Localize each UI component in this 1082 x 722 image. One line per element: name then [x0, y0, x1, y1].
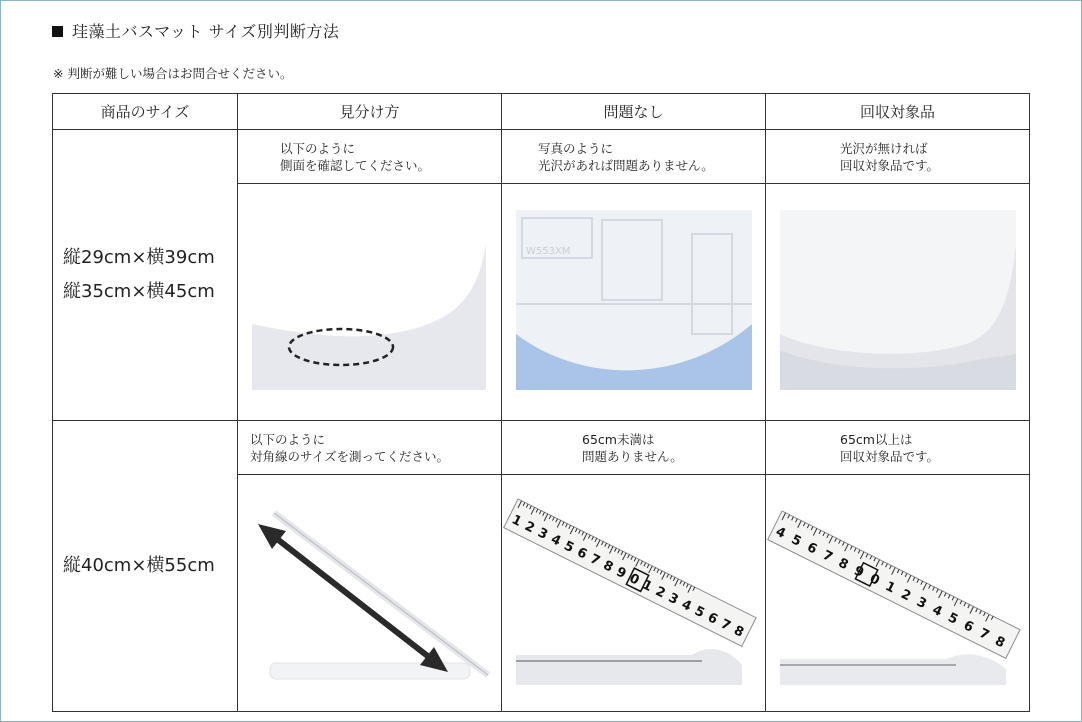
desc-line: 写真のように — [538, 140, 614, 156]
ruler-digit: 2 — [652, 584, 668, 602]
desc-line: 65cm以上は — [840, 431, 913, 447]
size-label: 縦40cm×横55cm — [63, 555, 215, 576]
header-how-to: 見分け方 — [238, 94, 502, 130]
ok-desc — [502, 421, 766, 475]
header-row — [53, 94, 1030, 130]
header-recall: 回収対象品 — [766, 94, 1030, 130]
header-ok: 問題なし — [502, 94, 766, 130]
ruler-digit: 8 — [731, 623, 746, 641]
how-to-desc — [238, 421, 502, 475]
title-text: 珪藻土バスマット サイズ別判断方法 — [72, 22, 340, 41]
desc-line: 65cm未満は — [582, 431, 655, 447]
ruler-digit: 6 — [574, 544, 590, 563]
square-bullet-icon — [52, 26, 63, 37]
ruler-digit: 0 — [626, 571, 642, 589]
ruler-digit: 5 — [788, 532, 804, 550]
size-label: 縦29cm×横39cm — [63, 247, 215, 268]
ruler-digit: 3 — [535, 525, 551, 543]
ruler-digit: 4 — [773, 524, 788, 542]
recall-desc — [766, 421, 1030, 475]
desc-line: 以下のように — [250, 431, 326, 447]
ruler-digit: 3 — [665, 590, 681, 609]
desc-line: 回収対象品です。 — [840, 448, 940, 464]
ruler-digit: 1 — [882, 579, 898, 597]
ruler-digit: 8 — [600, 558, 616, 576]
ruler-digit: 8 — [992, 633, 1008, 652]
ruler-digit: 7 — [820, 547, 835, 566]
diagonal-arrow — [272, 535, 434, 661]
ruler-digit: 3 — [914, 594, 929, 613]
how-to-desc — [238, 130, 502, 184]
ruler-digit: 7 — [718, 616, 733, 635]
ruler-digit: 9 — [851, 563, 867, 581]
ruler-digit: 4 — [929, 602, 945, 620]
page-title — [52, 19, 339, 42]
desc-line: 対角線のサイズを測ってください。 — [250, 448, 450, 464]
ruler-digit: 2 — [898, 586, 914, 605]
ruler-digit: 0 — [867, 571, 882, 589]
ruler-digit: 7 — [587, 551, 603, 569]
ok-ruler-photo — [502, 475, 766, 712]
recall-ruler-photo — [766, 475, 1030, 712]
desc-line: 以下のように — [280, 140, 356, 156]
ruler-digit: 4 — [678, 597, 694, 615]
size-label: 縦35cm×横45cm — [63, 281, 215, 302]
desc-line: 側面を確認してください。 — [280, 157, 431, 173]
recall-matte-photo — [766, 184, 1030, 421]
ruler-digit: 1 — [639, 577, 655, 596]
desc-line: 光沢が無ければ — [840, 140, 928, 156]
ruler-digit: 9 — [613, 564, 629, 582]
size-cell — [53, 130, 238, 421]
header-size: 商品のサイズ — [53, 94, 238, 130]
ruler-digit: 6 — [961, 618, 976, 636]
ruler-digit: 5 — [692, 603, 707, 622]
judgement-table — [52, 93, 1030, 712]
ok-glossy-photo — [502, 184, 766, 421]
note-text: ※ 判断が難しい場合はお問合せください。 — [53, 66, 293, 81]
ruler-digit: 5 — [561, 538, 577, 556]
diagonal-measure-photo — [238, 475, 502, 712]
ruler — [504, 499, 756, 646]
size-cell — [53, 421, 238, 712]
ok-desc — [502, 130, 766, 184]
ruler-digit: 7 — [976, 625, 992, 644]
ruler-digit: 8 — [835, 555, 851, 574]
desc-line: 光沢があれば問題ありません。 — [538, 157, 714, 173]
ruler-digit: 5 — [945, 610, 961, 628]
ruler-digit: 4 — [548, 531, 564, 550]
ruler-digit: 6 — [705, 610, 720, 628]
recall-desc — [766, 130, 1030, 184]
mat-side-photo — [238, 184, 502, 421]
desc-line: 回収対象品です。 — [840, 157, 940, 173]
ruler-digit: 2 — [522, 518, 537, 537]
table-row — [53, 421, 1030, 475]
svg-text:W553XM: W553XM — [526, 246, 571, 257]
ruler-digit: 6 — [804, 540, 820, 558]
ruler-digit: 1 — [509, 512, 524, 530]
table-row — [53, 130, 1030, 184]
desc-line: 問題ありません。 — [582, 448, 683, 464]
